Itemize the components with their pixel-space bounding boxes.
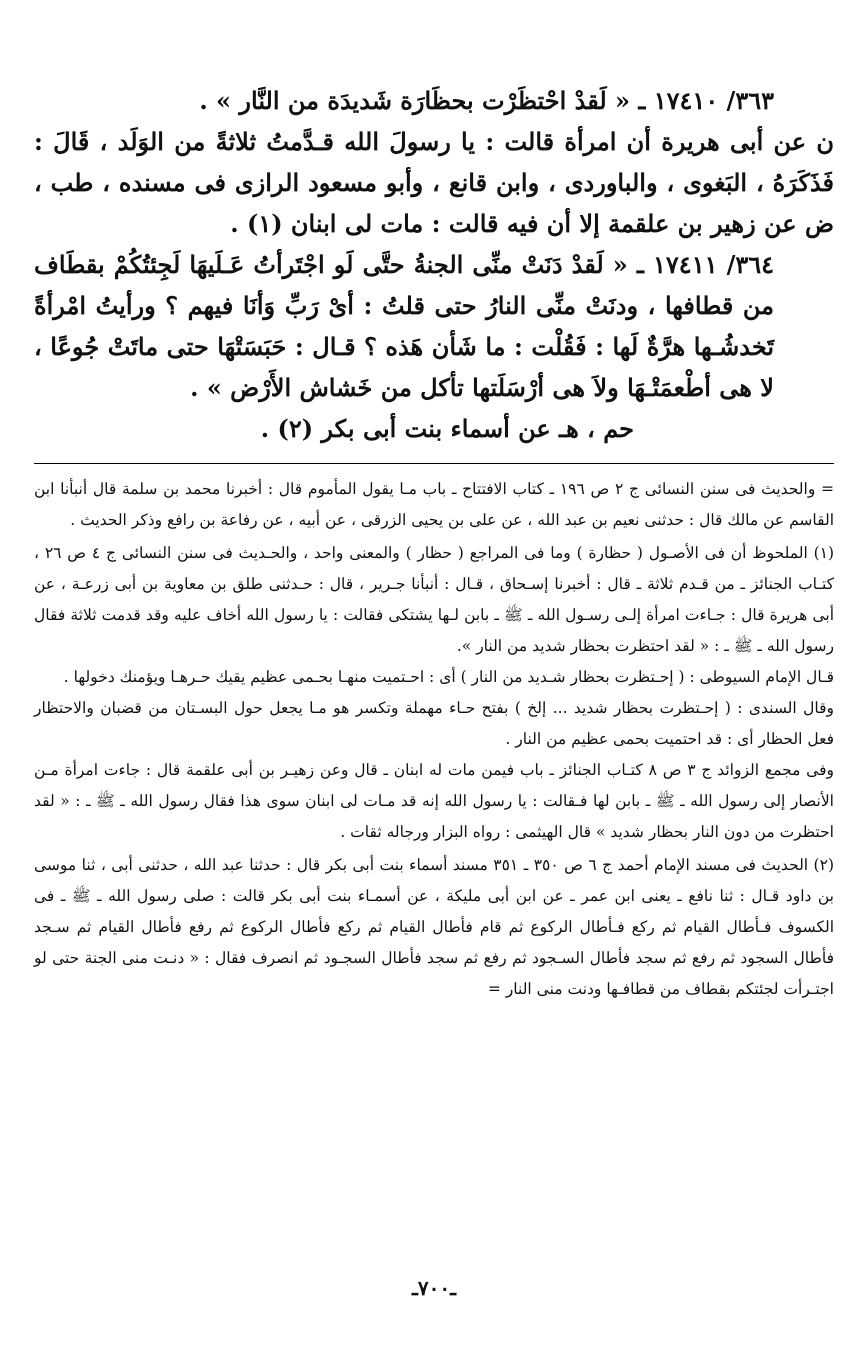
footnote-continuation: = والحديث فى سنن النسائى ج ٢ ص ١٩٦ ـ كتاب الافتتاح ـ باب مـا يقول المأموم قال : أخبرنا محمد بن سلمة قال أنبأنا ابن القاسم عن مالك قال : حدثنى نعيم بن عبد الله ، عن على بن يحيى الزرقى ، عن أبيه ، عن رفاعة بن رافع وذكر الحديث . [34,480,834,529]
hadith-17411-text: ٣٦٤/ ١٧٤١١ ـ « لَقدْ دَنَتْ منِّى الجنةُ حتَّى لَو اجْتَرأتُ عَـلَيهَا لَجِئتُكُمْ بقطَاف من قطافها ، ودنَتْ منِّى النارُ حتى قلتُ : أىْ رَبِّ وَأنَا فيهم ؟ ورأيتُ امْرأةً تَخدشُـها هرَّةٌ لَها : فَقُلْت : ما شَأن هَذه ؟ قـال : حَبَسَتْهَا حتى ماتَتْ جُوعًا ، لا هى أطْعمَتْـهَا ولاَ هى أرْسَلَتها تأكل من خَشاش الأَرْض » . [34,250,775,402]
hadith-17410-sources: ن عن أبى هريرة أن امرأة قالت : يا رسولَ الله قـدَّمتُ ثلاثةً من الوَلَد ، قَالَ : فَذَكَرَهُ ، البَغوى ، والباوردى ، وابن قانع ، وأبو مسعود الرازى فى مسنده ، طب ، ض عن زهير بن علقمة إلا أن فيه قالت : مات لى ابنان (١) . [34,127,834,238]
footnote-divider [34,463,834,464]
page-number: ـ٧٠٠ـ [412,1276,456,1300]
footnote-2: (٢) الحديث فى مسند الإمام أحمد ج ٦ ص ٣٥٠ ـ ٣٥١ مسند أسماء بنت أبى بكر قال : حدثنا عبد الله ، حدثنى أبى ، ثنا موسى بن داود قـال : ثنا نافع ـ يعنى ابن عمر ـ عن ابن أبى مليكة ، عن أسمـاء بنت أبى بكر قالت : صلى رسول الله ـ ﷺ ـ فى الكسوف فـأطال القيام ثم ركع فـأطال الركوع ثم قام فأطال القيام ثم ركع فأطال الركوع ثم رفع فأطال القيام ثم سـجد فأطال السجود ثم رفع ثم سجد فأطال السـجود ثم رفع ثم سجد فأطال السجـود ثم انصرف فقال : « دنـت منى الجنة حتى لو اجتـرأت لجئتكم بقطاف من قطافـها ودنت منى النار = [34,856,834,998]
page [34,80,834,1321]
footnote-1-para-4: وفى مجمع الزوائد ج ٣ ص ٨ كتـاب الجنائز ـ باب فيمن مات له ابنان ـ قال وعن زهيـر بن أبى علقمة قال : جاءت امرأة مـن الأنصار إلى رسول الله ـ ﷺ ـ بابن لها فـقالت : يا رسول الله إنه قد مـات لى ابنان سوى هذا فقال رسول الله ـ ﷺ ـ : « لقد احتظرت من دون النار بحظار شديد » قال الهيثمى : رواه البزار ورجاله ثقات . [34,761,834,841]
footnote-1-para-3: وقال السندى : ( إحـتظرت بحظار شديد ... إلخ ) بفتح حـاء مهملة وتكسر هو مـا يجعل حول البسـتان من قضبان والاحتظار فعل الحظار أى : قد احتميت بحمى عظيم من النار . [34,699,834,748]
footnote-1-para-1: (١) الملحوظ أن فى الأصـول ( حظارة ) وما فى المراجع ( حظار ) والمعنى واحد ، والحـديث فى سنن النسائى ج ٤ ص ٢٦ ، كتـاب الجنائز ـ من قـدم ثلاثة ـ قال : أخبرنا إسـحاق ، قـال : أنبأنا جـرير ، قال : حـدثنى طلق بن معاوية بن أبى زرعـة ، عن أبى هريرة قال : جـاءت امرأة إلـى رسـول الله ـ ﷺ ـ بابن لـها يشتكى فقالت : يا رسول الله أخاف عليه وقد قدمت ثلاثة فقال رسول الله ـ ﷺ ـ : « لقد احتظرت بحظار شديد من النار ». [34,544,835,655]
main-text [34,80,834,449]
footnote-1-para-2: قـال الإمام السيوطى : ( إحـتظرت بحظار شـديد من النار ) أى : احـتميت منهـا بحـمى عظيم يقيك حـرهـا ويؤمنك دخولها . [63,668,834,686]
hadith-17410-text: ٣٦٣/ ١٧٤١٠ ـ « لَقدْ احْتظَرْت بحظَارَة شَديدَة من النَّار » . [199,86,774,115]
footnotes [34,474,834,1005]
hadith-17411-sources: حم ، هـ عن أسماء بنت أبى بكر (٢) . [260,414,634,443]
